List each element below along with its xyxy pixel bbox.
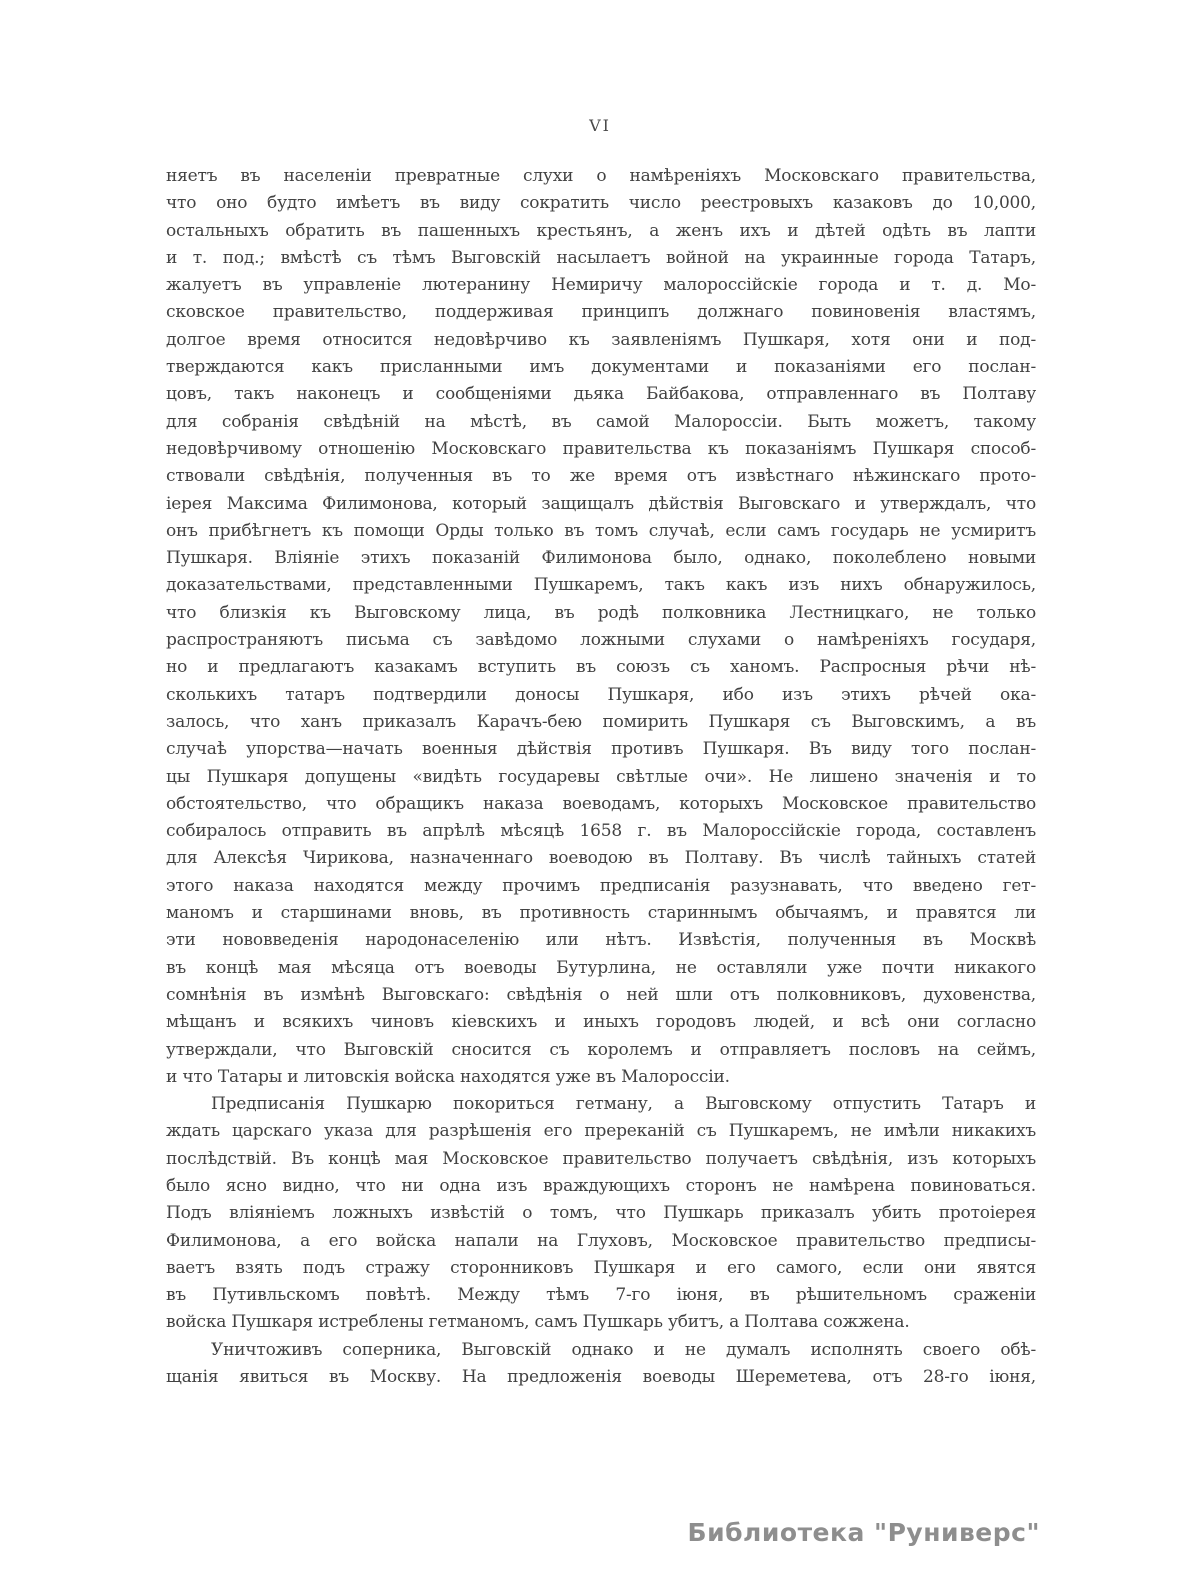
- text-line: тверждаются какъ присланными имъ документами и показаніями его послан-: [166, 357, 1036, 378]
- text-line: ваетъ взять подъ стражу сторонниковъ Пушкаря и его самого, если они явятся: [166, 1257, 1036, 1278]
- text-line: что близкія къ Выговскому лица, въ родѣ полковника Лестницкаго, не только: [166, 602, 1036, 623]
- text-line: залось, что ханъ приказалъ Карачъ-бею помирить Пушкаря съ Выговскимъ, а въ: [166, 711, 1036, 732]
- text-line: Предписанія Пушкарю покориться гетману, а Выговскому отпустить Татаръ и: [211, 1094, 1036, 1115]
- text-line: въ концѣ мая мѣсяца отъ воеводы Бутурлина, не оставляли уже почти никакого: [166, 957, 1036, 978]
- text-line: эти нововведенія народонаселенію или нѣтъ. Извѣстія, полученныя въ Москвѣ: [166, 930, 1036, 951]
- text-line: Уничтоживъ соперника, Выговскій однако и не думалъ исполнять своего обѣ-: [211, 1339, 1036, 1360]
- text-line: но и предлагаютъ казакамъ вступить въ союзъ съ ханомъ. Распросныя рѣчи нѣ-: [166, 657, 1036, 678]
- text-line: обстоятельство, что обращикъ наказа воеводамъ, которыхъ Московское правительство: [166, 793, 1036, 814]
- text-line: Пушкаря. Вліяніе этихъ показаній Филимонова было, однако, поколеблено новыми: [166, 548, 1036, 569]
- text-line: для собранія свѣдѣній на мѣстѣ, въ самой Малороссіи. Быть можетъ, такому: [166, 411, 1036, 432]
- text-line: цовъ, такъ наконецъ и сообщеніями дьяка Байбакова, отправленнаго въ Полтаву: [166, 384, 1036, 405]
- text-line: для Алексѣя Чирикова, назначеннаго воеводою въ Полтаву. Въ числѣ тайныхъ статей: [166, 848, 1036, 869]
- text-line: маномъ и старшинами вновь, въ противность стариннымъ обычаямъ, и правятся ли: [166, 903, 1036, 924]
- text-line: собиралось отправить въ апрѣлѣ мѣсяцѣ 1658 г. въ Малороссійскіе города, составленъ: [166, 821, 1036, 842]
- text-line: няетъ въ населеніи превратные слухи о намѣреніяхъ Московскаго правительства,: [166, 166, 1036, 186]
- text-line: ждать царскаго указа для разрѣшенія его пререканій съ Пушкаремъ, не имѣли никакихъ: [166, 1121, 1036, 1142]
- text-line: жалуетъ въ управленіе лютеранину Немиричу малороссійскіе города и т. д. Мо-: [166, 275, 1036, 296]
- text-line: сомнѣнія въ измѣнѣ Выговскаго: свѣдѣнія о ней шли отъ полковниковъ, духовенства,: [166, 984, 1036, 1005]
- text-line: послѣдствій. Въ концѣ мая Московское правительство получаетъ свѣдѣнія, изъ которыхъ: [166, 1148, 1036, 1169]
- text-line: сковское правительство, поддерживая принципъ должнаго повиновенія властямъ,: [166, 302, 1036, 323]
- text-line: щанія явиться въ Москву. На предложенія воеводы Шереметева, отъ 28-го іюня,: [166, 1367, 1036, 1388]
- text-block: [166, 163, 1036, 1391]
- text-line: Подъ вліяніемъ ложныхъ извѣстій о томъ, что Пушкарь приказалъ убить протоіерея: [166, 1203, 1036, 1224]
- text-line: въ Путивльскомъ повѣтѣ. Между тѣмъ 7-го іюня, въ рѣшительномъ сраженіи: [166, 1285, 1036, 1306]
- text-line: іерея Максима Филимонова, который защищалъ дѣйствія Выговскаго и утверждалъ, что: [166, 493, 1036, 514]
- text-line: остальныхъ обратить въ пашенныхъ крестьянъ, а женъ ихъ и дѣтей одѣть въ лапти: [166, 220, 1036, 241]
- watermark: Библиотека "Руниверс": [687, 1518, 1040, 1547]
- page-number: VI: [589, 116, 611, 135]
- text-line: войска Пушкаря истреблены гетманомъ, самъ Пушкарь убитъ, а Полтава сожжена.: [166, 1312, 910, 1333]
- text-line: этого наказа находятся между прочимъ предписанія разузнавать, что введено гет-: [166, 875, 1036, 896]
- text-line: Филимонова, а его войска напали на Глуховъ, Московское правительство предписы-: [166, 1230, 1036, 1251]
- text-line: утверждали, что Выговскій сносится съ королемъ и отправляетъ пословъ на сеймъ,: [166, 1039, 1036, 1060]
- text-line: распространяютъ письма съ завѣдомо ложными слухами о намѣреніяхъ государя,: [166, 630, 1036, 651]
- text-line: было ясно видно, что ни одна изъ враждующихъ сторонъ не намѣрена повиноваться.: [166, 1175, 1036, 1196]
- text-line: недовѣрчивому отношенію Московскаго правительства къ показаніямъ Пушкаря способ-: [166, 438, 1036, 459]
- text-line: случаѣ упорства—начать военныя дѣйствія противъ Пушкаря. Въ виду того послан-: [166, 739, 1036, 760]
- text-line: и т. под.; вмѣстѣ съ тѣмъ Выговскій насылаетъ войной на украинные города Татаръ,: [166, 247, 1036, 268]
- text-line: и что Татары и литовскія войска находятся уже въ Малороссіи.: [166, 1066, 730, 1087]
- text-line: долгое время относится недовѣрчиво къ заявленіямъ Пушкаря, хотя они и под-: [166, 329, 1036, 350]
- text-line: онъ прибѣгнетъ къ помощи Орды только въ томъ случаѣ, если самъ государь не усмиритъ: [166, 520, 1036, 541]
- text-line: ствовали свѣдѣнія, полученныя въ то же время отъ извѣстнаго нѣжинскаго прото-: [166, 466, 1036, 487]
- text-line: мѣщанъ и всякихъ чиновъ кіевскихъ и иныхъ городовъ людей, и всѣ они согласно: [166, 1012, 1036, 1033]
- text-line: что оно будто имѣетъ въ виду сократить число реестровыхъ казаковъ до 10,000,: [166, 193, 1036, 214]
- text-line: доказательствами, представленными Пушкаремъ, такъ какъ изъ нихъ обнаружилось,: [166, 575, 1036, 596]
- text-line: цы Пушкаря допущены «видѣть государевы свѣтлые очи». Не лишено значенія и то: [166, 766, 1036, 787]
- text-line: сколькихъ татаръ подтвердили доносы Пушкаря, ибо изъ этихъ рѣчей ока-: [166, 684, 1036, 705]
